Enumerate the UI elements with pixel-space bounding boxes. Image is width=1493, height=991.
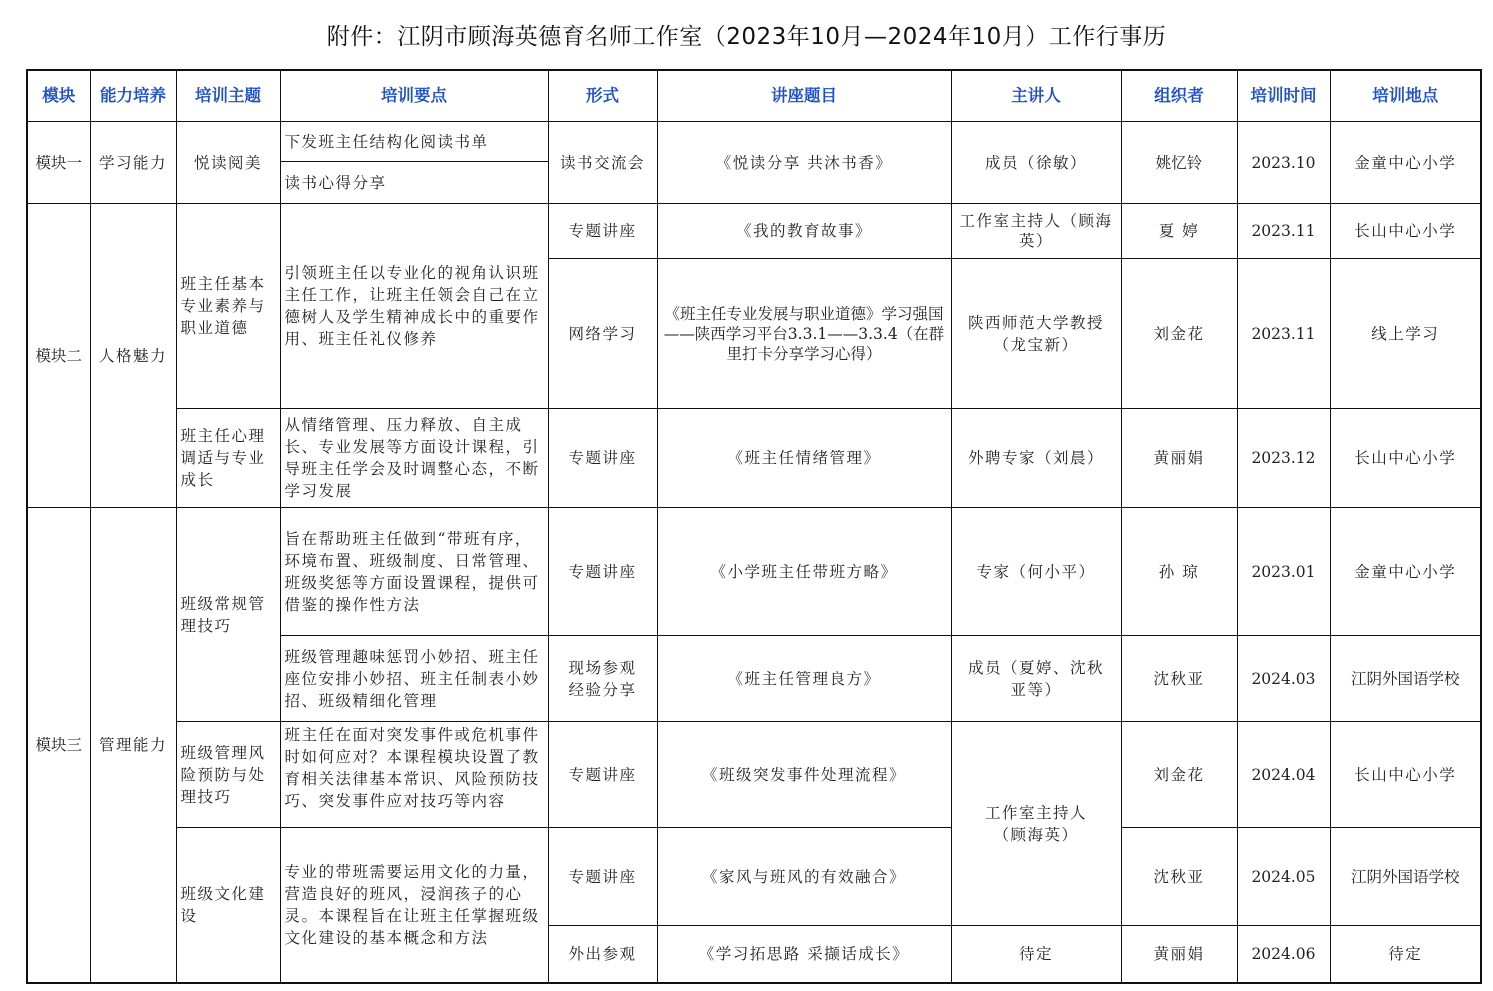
time-cell: 2024.05 bbox=[1237, 828, 1330, 926]
organizer-cell: 刘金花 bbox=[1121, 259, 1237, 409]
time-cell: 2023.10 bbox=[1237, 122, 1330, 204]
theme-cell: 班级管理风险预防与处理技巧 bbox=[176, 722, 280, 828]
header-place: 培训地点 bbox=[1330, 70, 1481, 122]
points-cell: 下发班主任结构化阅读书单 bbox=[280, 122, 548, 162]
speaker-cell: 专家（何小平） bbox=[951, 508, 1121, 636]
points-cell: 读书心得分享 bbox=[280, 162, 548, 204]
speaker-cell: 工作室主持人（顾海英） bbox=[951, 722, 1121, 926]
form-cell: 专题讲座 bbox=[548, 722, 657, 828]
header-module: 模块 bbox=[27, 70, 90, 122]
header-time: 培训时间 bbox=[1237, 70, 1330, 122]
time-cell: 2024.06 bbox=[1237, 926, 1330, 983]
theme-cell: 班主任基本专业素养与职业道德 bbox=[176, 204, 280, 409]
organizer-cell: 黄丽娟 bbox=[1121, 926, 1237, 983]
topic-cell: 《班主任管理良方》 bbox=[657, 636, 951, 722]
speaker-cell: 待定 bbox=[951, 926, 1121, 983]
module-cell: 模块三 bbox=[27, 508, 90, 983]
form-cell: 专题讲座 bbox=[548, 828, 657, 926]
points-cell: 班级管理趣味惩罚小妙招、班主任座位安排小妙招、班主任制表小妙招、班级精细化管理 bbox=[280, 636, 548, 722]
points-cell: 班主任在面对突发事件或危机事件时如何应对？本课程模块设置了教育相关法律基本常识、风险预防技巧、突发事件应对技巧等内容 bbox=[280, 722, 548, 828]
organizer-cell: 刘金花 bbox=[1121, 722, 1237, 828]
topic-cell: 《班主任专业发展与职业道德》学习强国——陕西学习平台3.3.1——3.3.4（在群里打卡分享学习心得） bbox=[657, 259, 951, 409]
place-cell: 线上学习 bbox=[1330, 259, 1481, 409]
time-cell: 2023.12 bbox=[1237, 409, 1330, 508]
time-cell: 2024.04 bbox=[1237, 722, 1330, 828]
table-row bbox=[27, 722, 1481, 828]
header-row bbox=[27, 70, 1481, 122]
header-organizer: 组织者 bbox=[1121, 70, 1237, 122]
topic-cell: 《小学班主任带班方略》 bbox=[657, 508, 951, 636]
organizer-cell: 孙 琼 bbox=[1121, 508, 1237, 636]
table-row bbox=[27, 409, 1481, 508]
form-cell: 现场参观经验分享 bbox=[548, 636, 657, 722]
header-form: 形式 bbox=[548, 70, 657, 122]
ability-cell: 管理能力 bbox=[90, 508, 176, 983]
page-title: 附件：江阴市顾海英德育名师工作室（2023年10月—2024年10月）工作行事历 bbox=[326, 24, 1167, 50]
table-row bbox=[27, 828, 1481, 926]
schedule-table bbox=[26, 69, 1482, 984]
place-cell: 长山中心小学 bbox=[1330, 722, 1481, 828]
place-cell: 江阴外国语学校 bbox=[1330, 828, 1481, 926]
place-cell: 待定 bbox=[1330, 926, 1481, 983]
ability-cell: 学习能力 bbox=[90, 122, 176, 204]
topic-cell: 《学习拓思路 采撷话成长》 bbox=[657, 926, 951, 983]
organizer-cell: 姚忆铃 bbox=[1121, 122, 1237, 204]
speaker-cell: 成员（夏婷、沈秋亚等） bbox=[951, 636, 1121, 722]
speaker-cell: 工作室主持人（顾海英） bbox=[951, 204, 1121, 259]
theme-cell: 班级文化建设 bbox=[176, 828, 280, 983]
place-cell: 金童中心小学 bbox=[1330, 122, 1481, 204]
theme-cell: 班主任心理调适与专业成长 bbox=[176, 409, 280, 508]
form-cell: 专题讲座 bbox=[548, 204, 657, 259]
organizer-cell: 夏 婷 bbox=[1121, 204, 1237, 259]
table-row bbox=[27, 122, 1481, 162]
time-cell: 2023.11 bbox=[1237, 259, 1330, 409]
header-points: 培训要点 bbox=[280, 70, 548, 122]
module-cell: 模块二 bbox=[27, 204, 90, 508]
place-cell: 江阴外国语学校 bbox=[1330, 636, 1481, 722]
header-topic: 讲座题目 bbox=[657, 70, 951, 122]
header-ability: 能力培养 bbox=[90, 70, 176, 122]
topic-cell: 《班主任情绪管理》 bbox=[657, 409, 951, 508]
time-cell: 2023.11 bbox=[1237, 204, 1330, 259]
header-speaker: 主讲人 bbox=[951, 70, 1121, 122]
speaker-cell: 陕西师范大学教授（龙宝新） bbox=[951, 259, 1121, 409]
place-cell: 长山中心小学 bbox=[1330, 204, 1481, 259]
place-cell: 金童中心小学 bbox=[1330, 508, 1481, 636]
form-cell: 专题讲座 bbox=[548, 409, 657, 508]
points-cell: 旨在帮助班主任做到“带班有序，环境布置、班级制度、日常管理、班级奖惩等方面设置课程，提供可借鉴的操作性方法 bbox=[280, 508, 548, 636]
organizer-cell: 黄丽娟 bbox=[1121, 409, 1237, 508]
form-cell: 读书交流会 bbox=[548, 122, 657, 204]
points-cell: 专业的带班需要运用文化的力量，营造良好的班风，浸润孩子的心灵。本课程旨在让班主任掌握班级文化建设的基本概念和方法 bbox=[280, 828, 548, 983]
form-cell: 外出参观 bbox=[548, 926, 657, 983]
form-cell: 专题讲座 bbox=[548, 508, 657, 636]
points-cell: 引领班主任以专业化的视角认识班主任工作，让班主任领会自己在立德树人及学生精神成长中的重要作用、班主任礼仪修养 bbox=[280, 204, 548, 409]
points-cell: 从情绪管理、压力释放、自主成长、专业发展等方面设计课程，引导班主任学会及时调整心态，不断学习发展 bbox=[280, 409, 548, 508]
table-row bbox=[27, 508, 1481, 636]
ability-cell: 人格魅力 bbox=[90, 204, 176, 508]
table-row bbox=[27, 204, 1481, 259]
topic-cell: 《悦读分享 共沐书香》 bbox=[657, 122, 951, 204]
topic-cell: 《班级突发事件处理流程》 bbox=[657, 722, 951, 828]
organizer-cell: 沈秋亚 bbox=[1121, 828, 1237, 926]
header-theme: 培训主题 bbox=[176, 70, 280, 122]
time-cell: 2024.03 bbox=[1237, 636, 1330, 722]
theme-cell: 班级常规管理技巧 bbox=[176, 508, 280, 722]
theme-cell: 悦读阅美 bbox=[176, 122, 280, 204]
speaker-cell: 成员（徐敏） bbox=[951, 122, 1121, 204]
speaker-cell: 外聘专家（刘晨） bbox=[951, 409, 1121, 508]
time-cell: 2023.01 bbox=[1237, 508, 1330, 636]
topic-cell: 《家风与班风的有效融合》 bbox=[657, 828, 951, 926]
topic-cell: 《我的教育故事》 bbox=[657, 204, 951, 259]
organizer-cell: 沈秋亚 bbox=[1121, 636, 1237, 722]
form-cell: 网络学习 bbox=[548, 259, 657, 409]
place-cell: 长山中心小学 bbox=[1330, 409, 1481, 508]
module-cell: 模块一 bbox=[27, 122, 90, 204]
